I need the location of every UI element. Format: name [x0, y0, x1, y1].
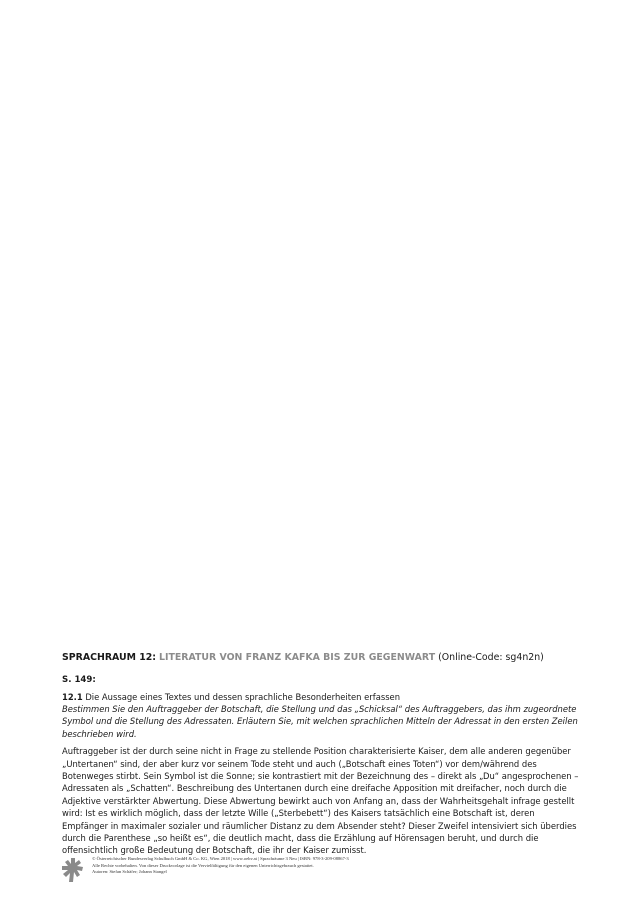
series-label: SPRACHRAUM 12:	[62, 652, 157, 663]
task-number: 12.1	[62, 692, 83, 702]
rights-line: Alle Rechte vorbehalten. Von dieser Druckvorlage ist die Vervielfältigung für den eigenen Unterrichtsgebrauch gestattet.	[92, 862, 314, 868]
task-title-text: Die Aussage eines Textes und dessen sprachliche Besonderheiten erfassen	[85, 692, 401, 702]
legal-notice	[92, 856, 349, 876]
online-code: (Online-Code: sg4n2n)	[438, 652, 544, 663]
footer	[62, 856, 582, 884]
authors-line: Autoren: Stefan Schäfer; Johann Stangel	[92, 869, 167, 875]
page-reference: S. 149:	[62, 675, 96, 685]
answer-text: Auftraggeber ist der durch seine nicht in Frage zu stellende Position charakterisierte Kaiser, dem alle anderen gegenüber „Untertanen“ sind, der aber kurz vor seinem Tode steht und auch („Botschaft eines Toten“) vor dem/während des Botenweges stirbt. Sein Symbol ist die Sonne; sie kontrastiert mit der Bezeichnung des – direkt als „Du“ angesprochenen – Adressaten als „Schatten“. Beschreibung des Untertanen durch eine dreifache Apposition mit dreifacher, noch durch die Adjektive verstärkter Abwertung. Diese Abwertung bewirkt auch von Anfang an, dass der Wahrheitsgehalt infrage gestellt wird: Ist es wirklich möglich, dass der letzte Wille („Sterbebett“) des Kaisers tatsächlich eine Botschaft ist, deren Empfänger in maximaler sozialer und räumlicher Distanz zu dem Absender steht? Dieser Zweifel intensiviert sich überdies durch die Parenthese „so heißt es“, die deutlich macht, dass die Erzählung auf Hörensagen beruht, und durch die offensichtlich große Bedeutung der Botschaft, die ihr der Kaiser zumisst.	[62, 746, 579, 856]
worksheet-content	[62, 651, 582, 857]
publisher-logo-icon	[62, 858, 84, 882]
section-heading	[62, 651, 582, 664]
copyright-line: © Österreichischer Bundesverlag Schulbuch GmbH & Co. KG, Wien 2018 | www.oebv.at | Sprachräume 3 Neu | ISBN: 978-3-209-08867-3	[92, 856, 349, 861]
task-title	[62, 691, 582, 703]
task-instruction: Bestimmen Sie den Auftraggeber der Botschaft, die Stellung und das „Schicksal“ des Auftraggebers, das ihm zugeordnete Symbol und die Stellung des Adressaten. Erläutern Sie, mit welchen sprachlichen Mitteln der Adressat in den ersten Zeilen beschrieben wird.	[62, 704, 578, 739]
topic-label: LITERATUR VON FRANZ KAFKA BIS ZUR GEGENWART	[159, 652, 436, 663]
